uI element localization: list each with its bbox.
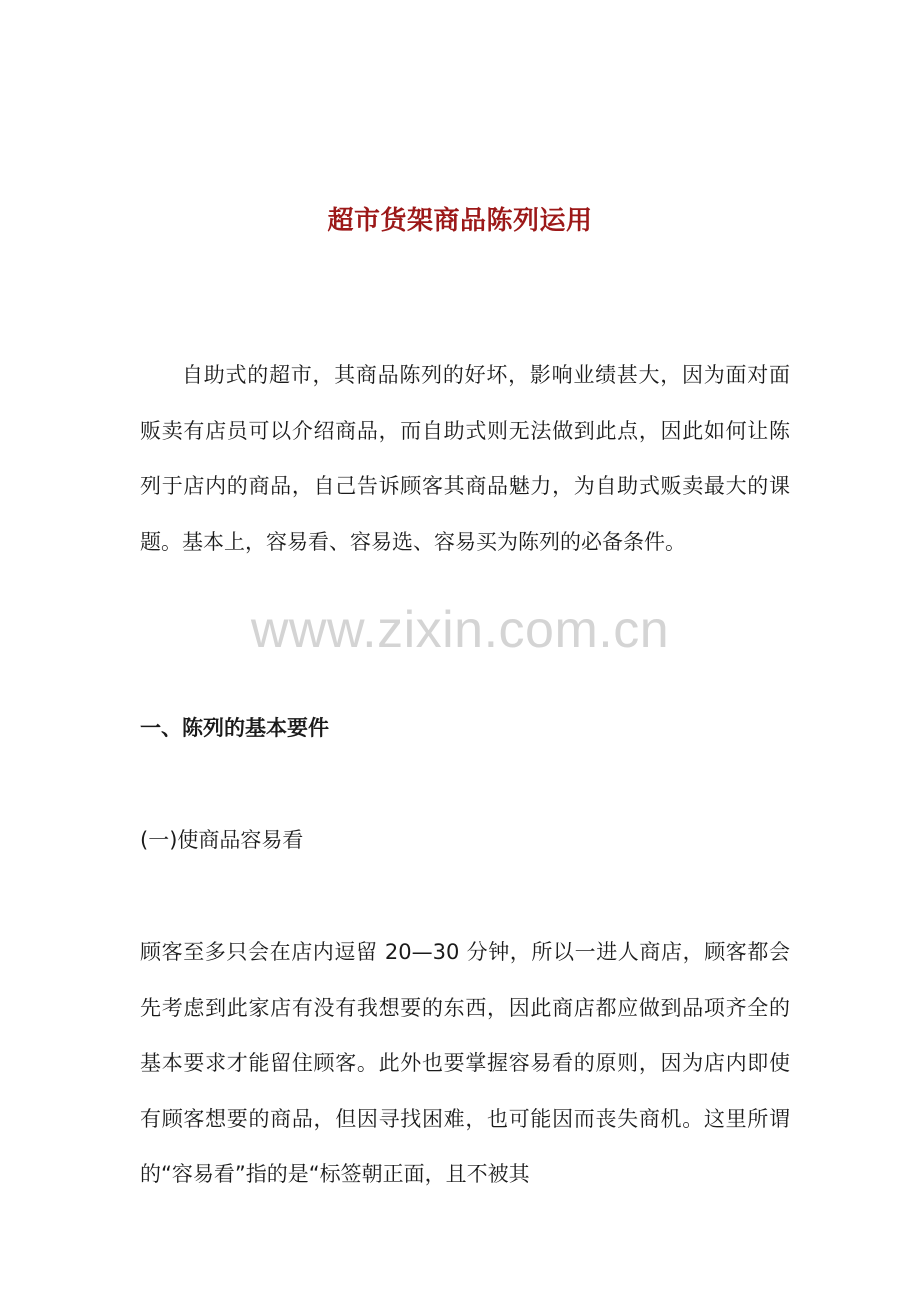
body-paragraph-intro: 自助式的超市，其商品陈列的好坏，影响业绩甚大，因为面对面贩卖有店员可以介绍商品，而自助式则无法做到此点，因此如何让陈列于店内的商品，自己告诉顾客其商品魅力，为自助式贩卖最大的课题。基本上，容易看、容易选、容易买为陈列的必备条件。 xyxy=(140,363,790,554)
subsection-heading: (一)使商品容易看 xyxy=(140,828,304,852)
document-title: 超市货架商品陈列运用 xyxy=(327,206,593,236)
body-paragraph-visibility: 顾客至多只会在店内逗留 20—30 分钟，所以一进人商店，顾客都会先考虑到此家店有没有我想要的东西，因此商店都应做到品项齐全的基本要求才能留住顾客。此外也要掌握容易看的原则，因为店内即使有顾客想要的商品，但因寻找困难，也可能因而丧失商机。这里所谓的“容易看”指的是“标签朝正面，且不被其 xyxy=(140,940,790,1186)
section-heading: 一、陈列的基本要件 xyxy=(140,716,329,740)
watermark: www.zixin.com.cn xyxy=(250,601,670,659)
